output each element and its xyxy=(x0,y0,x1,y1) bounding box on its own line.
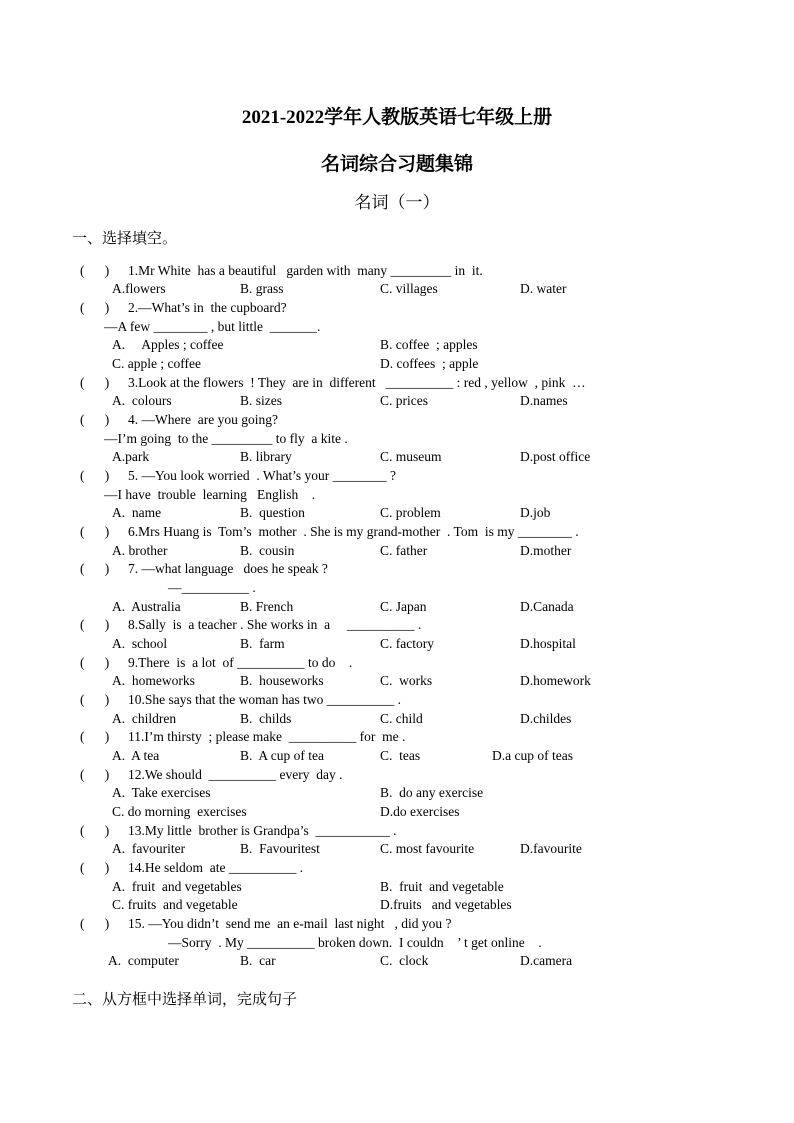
question-stem: 13.My little brother is Grandpa’s ___________ . xyxy=(128,823,397,838)
option-b: B. A cup of tea xyxy=(240,748,324,763)
option-b: B. childs xyxy=(240,711,292,726)
question-subline: —I have trouble learning English . xyxy=(104,487,316,502)
question-subline: —__________ . xyxy=(168,580,256,595)
option-b: B. sizes xyxy=(240,393,282,408)
question-subline: —Sorry . My __________ broken down. I couldn ’ t get online . xyxy=(168,935,542,950)
option-a: A. Australia xyxy=(112,599,181,614)
option-d: D.do exercises xyxy=(380,804,460,819)
question-stem: 15. —You didn’t send me an e-mail last night , did you ? xyxy=(128,916,452,931)
question-stem: 2.—What’s in the cupboard? xyxy=(128,300,287,315)
option-c: C. Japan xyxy=(380,599,427,614)
option-b: B. do any exercise xyxy=(380,785,484,800)
option-d: D.job xyxy=(520,505,551,520)
option-a: A. name xyxy=(112,505,162,520)
option-b: B. French xyxy=(240,599,294,614)
option-c: C. father xyxy=(380,543,428,558)
page-title: 2021-2022学年人教版英语七年级上册 xyxy=(241,107,553,128)
answer-paren: ( ) xyxy=(80,692,110,707)
question-subline: —A few ________ , but little _______. xyxy=(104,319,321,334)
option-b: B. Favouritest xyxy=(240,841,320,856)
option-b: B. fruit and vegetable xyxy=(380,879,504,894)
question-stem: 1.Mr White has a beautiful garden with many _________ in it. xyxy=(128,263,483,278)
answer-paren: ( ) xyxy=(80,617,110,632)
option-d: D.childes xyxy=(520,711,572,726)
option-a: A. brother xyxy=(112,543,168,558)
option-a: A. colours xyxy=(112,393,172,408)
option-b: B. houseworks xyxy=(240,673,324,688)
answer-paren: ( ) xyxy=(80,412,110,427)
option-a: A.park xyxy=(112,449,150,464)
option-a: A. Take exercises xyxy=(112,785,211,800)
option-b: B. library xyxy=(240,449,292,464)
option-a: A. favouriter xyxy=(112,841,186,856)
option-d: D.Canada xyxy=(520,599,574,614)
option-b: B. grass xyxy=(240,281,284,296)
option-a: A. children xyxy=(112,711,177,726)
section-one-title: 一、选择填空。 xyxy=(72,231,178,247)
option-d: D.a cup of teas xyxy=(492,748,573,763)
option-b: B. question xyxy=(240,505,305,520)
option-a: A. A tea xyxy=(112,748,160,763)
answer-paren: ( ) xyxy=(80,524,110,539)
answer-paren: ( ) xyxy=(80,767,110,782)
question-stem: 9.There is a lot of __________ to do . xyxy=(128,655,353,670)
option-c: C. fruits and vegetable xyxy=(112,897,238,912)
option-c: C. most favourite xyxy=(380,841,475,856)
question-stem: 6.Mrs Huang is Tom’s mother . She is my grand-mother . Tom is my ________ . xyxy=(128,524,579,539)
question-stem: 12.We should __________ every day . xyxy=(128,767,343,782)
option-c: C. teas xyxy=(380,748,421,763)
option-c: C. child xyxy=(380,711,423,726)
option-c: C. museum xyxy=(380,449,442,464)
question-stem: 4. —Where are you going? xyxy=(128,412,278,427)
option-d: D.hospital xyxy=(520,636,576,651)
option-a: A. Apples ; coffee xyxy=(112,337,224,352)
option-d: D. water xyxy=(520,281,567,296)
option-d: D.mother xyxy=(520,543,572,558)
answer-paren: ( ) xyxy=(80,468,110,483)
option-a: A. fruit and vegetables xyxy=(112,879,242,894)
option-d: D.fruits and vegetables xyxy=(380,897,512,912)
option-b: B. cousin xyxy=(240,543,295,558)
option-d: D.favourite xyxy=(520,841,582,856)
option-c: C. clock xyxy=(380,953,429,968)
option-c: C. villages xyxy=(380,281,438,296)
option-d: D.homework xyxy=(520,673,591,688)
option-d: D.post office xyxy=(520,449,591,464)
answer-paren: ( ) xyxy=(80,300,110,315)
option-c: C. prices xyxy=(380,393,428,408)
question-stem: 10.She says that the woman has two __________ . xyxy=(128,692,401,707)
option-a: A. homeworks xyxy=(112,673,195,688)
answer-paren: ( ) xyxy=(80,561,110,576)
option-c: C. problem xyxy=(380,505,441,520)
answer-paren: ( ) xyxy=(80,860,110,875)
question-stem: 7. —what language does he speak ? xyxy=(128,561,328,576)
question-stem: 14.He seldom ate __________ . xyxy=(128,860,304,875)
question-stem: 5. —You look worried . What’s your ________ ? xyxy=(128,468,396,483)
part-title: 名词（一） xyxy=(354,193,440,212)
answer-paren: ( ) xyxy=(80,655,110,670)
question-stem: 3.Look at the flowers ! They are in different __________ : red , yellow , pink … xyxy=(128,375,586,390)
answer-paren: ( ) xyxy=(80,729,110,744)
option-b: B. coffee ; apples xyxy=(380,337,478,352)
option-a: A. school xyxy=(112,636,168,651)
answer-paren: ( ) xyxy=(80,916,110,931)
answer-paren: ( ) xyxy=(80,823,110,838)
answer-paren: ( ) xyxy=(80,263,110,278)
section-two-title: 二、从方框中选择单词，完成句子 xyxy=(72,992,298,1008)
option-b: B. car xyxy=(240,953,276,968)
option-d: D.names xyxy=(520,393,568,408)
option-c: C. factory xyxy=(380,636,434,651)
option-a: A. computer xyxy=(108,953,179,968)
question-stem: 8.Sally is a teacher . She works in a __________ . xyxy=(128,617,422,632)
page-subtitle: 名词综合习题集锦 xyxy=(320,154,473,175)
option-c: C. apple ; coffee xyxy=(112,356,201,371)
option-d: D.camera xyxy=(520,953,573,968)
question-subline: —I’m going to the _________ to fly a kite . xyxy=(104,431,348,446)
question-stem: 11.I’m thirsty ; please make __________ for me . xyxy=(128,729,406,744)
option-a: A.flowers xyxy=(112,281,166,296)
answer-paren: ( ) xyxy=(80,375,110,390)
option-c: C. do morning exercises xyxy=(112,804,247,819)
option-b: B. farm xyxy=(240,636,285,651)
option-d: D. coffees ; apple xyxy=(380,356,479,371)
option-c: C. works xyxy=(380,673,433,688)
